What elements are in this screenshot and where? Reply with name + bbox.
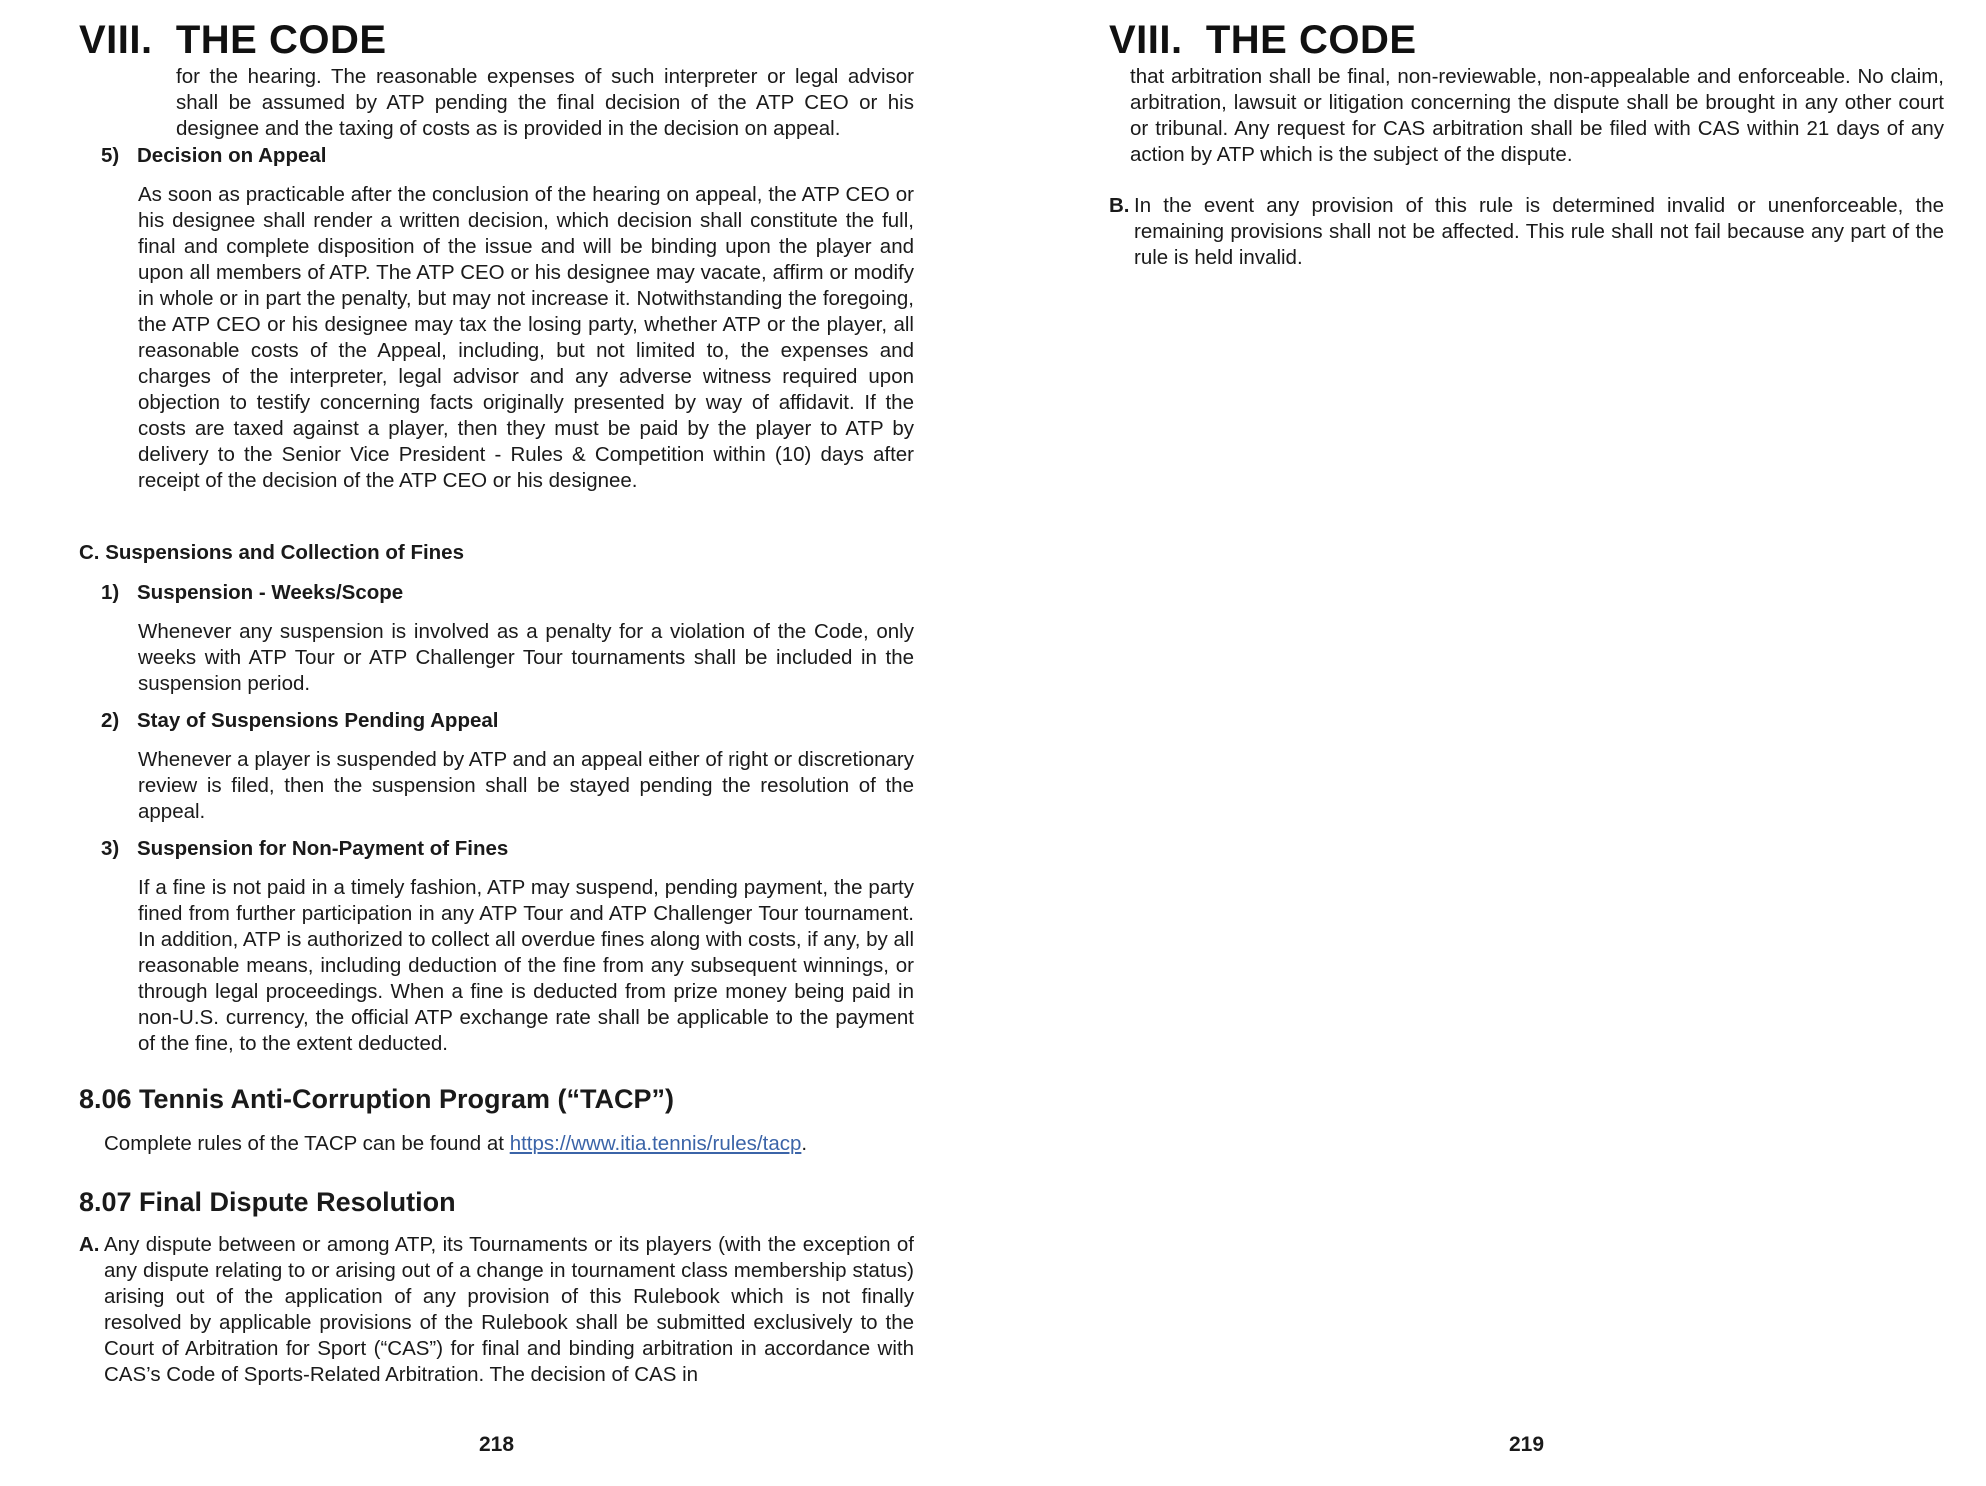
decision-on-appeal-text: As soon as practicable after the conclusion of the hearing on appeal, the ATP CEO or his designee shall render a written decision, which decision shall constitute the full, final and complete disposition of the issue and will be binding upon the player and upon all members of ATP. The ATP CEO or his designee may vacate, affirm or modify in whole or in part the penalty, but may not increase it. Notwithstanding the foregoing, the ATP CEO or his designee may tax the losing party, whether ATP or the player, all reasonable costs of the Appeal, including, but not limited to, the expenses and charges of the interpreter, legal advisor and any adverse witness required upon objection to testify concerning facts originally presented by way of affidavit. If the costs are taxed against a player, then they must be paid by the player to ATP by delivery to the Senior Vice President - Rules & Competition within (10) days after receipt of the decision of the ATP CEO or his designee. (138, 183, 914, 492)
suspension-weeks-text: Whenever any suspension is involved as a penalty for a violation of the Code, only weeks with ATP Tour or ATP Challenger Tour tournaments shall be included in the suspension period. (138, 620, 914, 695)
section-806-heading: 8.06 Tennis Anti-Corruption Program (“TACP”) (79, 1084, 675, 1114)
section-807-heading: 8.07 Final Dispute Resolution (79, 1187, 456, 1217)
stay-of-suspensions-text: Whenever a player is suspended by ATP and an appeal either of right or discretionary review is filed, then the suspension shall be stayed pending the resolution of the appeal. (138, 748, 914, 823)
item-2-heading (101, 708, 498, 734)
item-3-heading (101, 836, 508, 862)
item-number: 3) (101, 837, 120, 860)
clause-b-text: In the event any provision of this rule is determined invalid or unenforceable, the remaining provisions shall not be affected. This rule shall not fail because any part of the rule is held invalid. (1134, 194, 1944, 269)
item-number: 5) (101, 144, 120, 167)
non-payment-text: If a fine is not paid in a timely fashion, ATP may suspend, pending payment, the party fined from further participation in any ATP Tour and ATP Challenger Tour tournament. In addition, ATP is authorized to collect all overdue fines along with costs, if any, by all reasonable means, including deduction of the fine from any subsequent winnings, or through legal proceedings. When a fine is deducted from prize money being paid in non-U.S. currency, the official ATP exchange rate shall be applicable to the payment of the fine, to the extent deducted. (138, 876, 915, 1055)
tacp-link[interactable]: https://www.itia.tennis/rules/tacp (509, 1132, 802, 1155)
item-heading-text: Decision on Appeal (137, 144, 327, 167)
clause-letter: A. (79, 1233, 100, 1256)
clause-letter: B. (1109, 194, 1130, 217)
page-number: 219 (1508, 1433, 1545, 1456)
clause-a-text: Any dispute between or among ATP, its Tournaments or its players (with the exception of any dispute relating to or arising out of a change in tournament class membership status) arising out of the application of any provision of this Rulebook which is not finally resolved by applicable provisions of the Rulebook shall be submitted exclusively to the Court of Arbitration for Sport (“CAS”) for final and binding arbitration in accordance with CAS’s Code of Sports-Related Arbitration. The decision of CAS in (104, 1233, 914, 1386)
page-219 (1109, 0, 1944, 1486)
item-number: 2) (101, 709, 120, 732)
item-5-heading (101, 143, 326, 169)
item-heading-text: Suspension for Non-Payment of Fines (137, 837, 509, 860)
page-218 (79, 0, 914, 1486)
continuation-paragraph: for the hearing. The reasonable expenses of such interpreter or legal advisor shall be assumed by ATP pending the final decision of the ATP CEO or his designee and the taxing of costs as is provided in the decision on appeal. (176, 65, 914, 140)
item-number: 1) (101, 581, 120, 604)
tacp-period: . (801, 1132, 808, 1155)
clause-b (1109, 193, 1944, 271)
running-head: VIII. THE CODE (1109, 18, 1417, 62)
tacp-text: Complete rules of the TACP can be found at (104, 1132, 510, 1155)
page-number: 218 (478, 1433, 515, 1456)
item-1-heading (101, 580, 403, 606)
clause-a (79, 1232, 914, 1388)
continuation-paragraph: that arbitration shall be final, non-reviewable, non-appealable and enforceable. No claim, arbitration, lawsuit or litigation concerning the dispute shall be brought in any other court or tribunal. Any request for CAS arbitration shall be filed with CAS within 21 days of any action by ATP which is the subject of the dispute. (1130, 65, 1944, 166)
item-heading-text: Suspension - Weeks/Scope (137, 581, 404, 604)
running-head: VIII. THE CODE (79, 18, 387, 62)
item-heading-text: Stay of Suspensions Pending Appeal (137, 709, 499, 732)
section-c-heading: C. Suspensions and Collection of Fines (79, 541, 464, 564)
tacp-line (104, 1131, 807, 1157)
